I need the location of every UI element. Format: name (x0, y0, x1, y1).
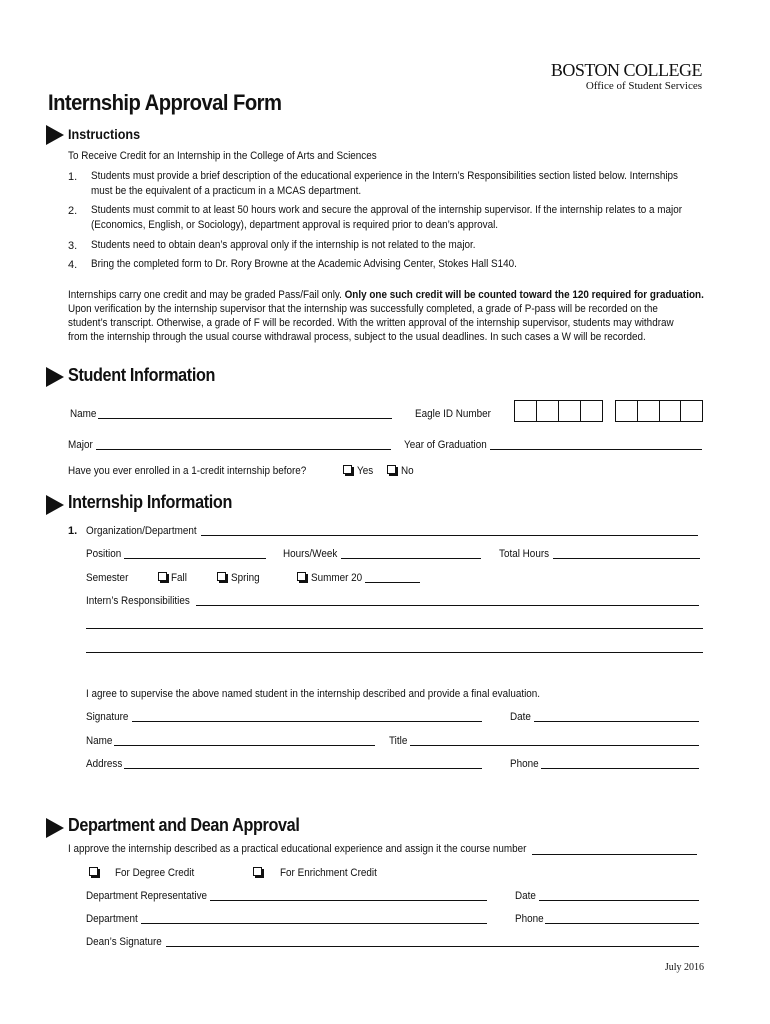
section-arrow-icon (46, 495, 64, 515)
org-label: Organization/Department (86, 525, 197, 537)
instructions-intro: To Receive Credit for an Internship in the College of Arts and Sciences (68, 150, 377, 162)
credit-paragraph-bold: Only one such credit will be counted toward the 120 required for graduation. (344, 289, 704, 301)
phone-label: Phone (510, 758, 539, 770)
date-field[interactable] (534, 721, 699, 722)
section-arrow-icon (46, 125, 64, 145)
instructions-heading: Instructions (68, 126, 141, 142)
credit-paragraph-text: Internships carry one credit and may be graded Pass/Fail only. (68, 289, 345, 301)
credit-paragraph-line: from the internship through the usual course withdrawal process, subject to the usual deadlines. In such cases a W will be recorded. (68, 331, 646, 343)
title-label: Title (389, 735, 408, 747)
responsibilities-field[interactable] (196, 605, 699, 606)
credit-paragraph-line: student’s transcript. Otherwise, a grade of F will be recorded. With the written approval of the internship supervisor, students may withdraw (68, 317, 674, 329)
signature-label: Signature (86, 711, 129, 723)
form-title: Internship Approval Form (48, 90, 282, 115)
list-number: 1. (68, 525, 78, 537)
address-label: Address (86, 758, 123, 770)
credit-paragraph-line: Upon verification by the internship supervisor that the internship was successfully completed, a grade of P-pass will be recorded on the (68, 303, 658, 315)
summer-year-field[interactable] (365, 582, 420, 583)
semester-label: Semester (86, 572, 129, 584)
fall-label: Fall (171, 572, 187, 584)
list-item-text: must be the equivalent of a practicum in a MCAS department. (91, 185, 362, 197)
enrolled-question: Have you ever enrolled in a 1-credit internship before? (68, 465, 307, 477)
student-info-heading: Student Information (68, 365, 216, 385)
title-field[interactable] (410, 745, 699, 746)
yes-checkbox[interactable] (343, 465, 352, 474)
org-field[interactable] (201, 535, 698, 536)
dept-date-label: Date (515, 890, 536, 902)
position-label: Position (86, 548, 122, 560)
form-date: July 2016 (664, 962, 704, 973)
dept-date-field[interactable] (539, 900, 699, 901)
dean-signature-label: Dean’s Signature (86, 936, 162, 948)
list-item-text: Bring the completed form to Dr. Rory Browne at the Academic Advising Center, Stokes Hall S140. (91, 258, 517, 270)
position-field[interactable] (124, 558, 266, 559)
hours-label: Hours/Week (283, 548, 338, 560)
list-item-text: Students must provide a brief description of the educational experience in the Intern’s Responsibilities section listed below. Internships (91, 170, 679, 182)
total-hours-label: Total Hours (499, 548, 550, 560)
no-checkbox[interactable] (387, 465, 396, 474)
degree-credit-label: For Degree Credit (115, 867, 195, 879)
department-field[interactable] (141, 923, 487, 924)
list-item-text: Students must commit to at least 50 hours work and secure the approval of the internship supervisor. If the internship relates to a major (91, 204, 683, 216)
no-label: No (401, 465, 414, 477)
responsibilities-label: Intern’s Responsibilities (86, 595, 190, 607)
date-label: Date (510, 711, 531, 723)
dept-phone-field[interactable] (545, 923, 699, 924)
eagle-id-boxes-right[interactable] (615, 400, 703, 422)
enrichment-credit-checkbox[interactable] (253, 867, 262, 876)
department-label: Department (86, 913, 138, 925)
hours-field[interactable] (341, 558, 481, 559)
summer-label: Summer 20 (311, 572, 363, 584)
address-field[interactable] (124, 768, 482, 769)
internship-info-heading: Internship Information (68, 492, 232, 512)
spring-checkbox[interactable] (217, 572, 226, 581)
dean-signature-field[interactable] (166, 946, 699, 947)
supervisor-name-field[interactable] (114, 745, 375, 746)
dept-rep-label: Department Representative (86, 890, 208, 902)
dept-approval-heading: Department and Dean Approval (68, 815, 300, 835)
degree-credit-checkbox[interactable] (89, 867, 98, 876)
dept-phone-label: Phone (515, 913, 544, 925)
eagle-id-label: Eagle ID Number (415, 408, 491, 420)
approve-text: I approve the internship described as a practical educational experience and assign it the course number (68, 843, 527, 855)
list-item-text: Students need to obtain dean’s approval only if the internship is not related to the major. (91, 239, 476, 251)
college-name: BOSTON COLLEGE (550, 60, 702, 80)
responsibilities-line[interactable] (86, 652, 703, 653)
course-number-field[interactable] (532, 854, 697, 855)
eagle-id-boxes-left[interactable] (514, 400, 603, 422)
name-label: Name (70, 408, 97, 420)
name-field[interactable] (98, 418, 392, 419)
fall-checkbox[interactable] (158, 572, 167, 581)
list-number: 3. (68, 240, 78, 252)
phone-field[interactable] (541, 768, 699, 769)
year-field[interactable] (490, 449, 702, 450)
summer-checkbox[interactable] (297, 572, 306, 581)
dept-rep-field[interactable] (210, 900, 487, 901)
responsibilities-line[interactable] (86, 628, 703, 629)
list-number: 2. (68, 205, 78, 217)
list-item-text: (Economics, English, or Sociology), department approval is required prior to dean’s approval. (91, 219, 499, 231)
major-label: Major (68, 439, 93, 451)
major-field[interactable] (96, 449, 391, 450)
section-arrow-icon (46, 367, 64, 387)
section-arrow-icon (46, 818, 64, 838)
credit-paragraph-line (68, 288, 704, 303)
spring-label: Spring (231, 572, 260, 584)
yes-label: Yes (357, 465, 374, 477)
list-number: 4. (68, 259, 78, 271)
enrichment-credit-label: For Enrichment Credit (280, 867, 377, 879)
list-number: 1. (68, 171, 78, 183)
total-hours-field[interactable] (553, 558, 700, 559)
supervisor-agreement: I agree to supervise the above named student in the internship described and provide a final evaluation. (86, 688, 541, 700)
office-name: Office of Student Services (585, 80, 702, 92)
signature-field[interactable] (132, 721, 482, 722)
year-label: Year of Graduation (404, 439, 487, 451)
supervisor-name-label: Name (86, 735, 113, 747)
